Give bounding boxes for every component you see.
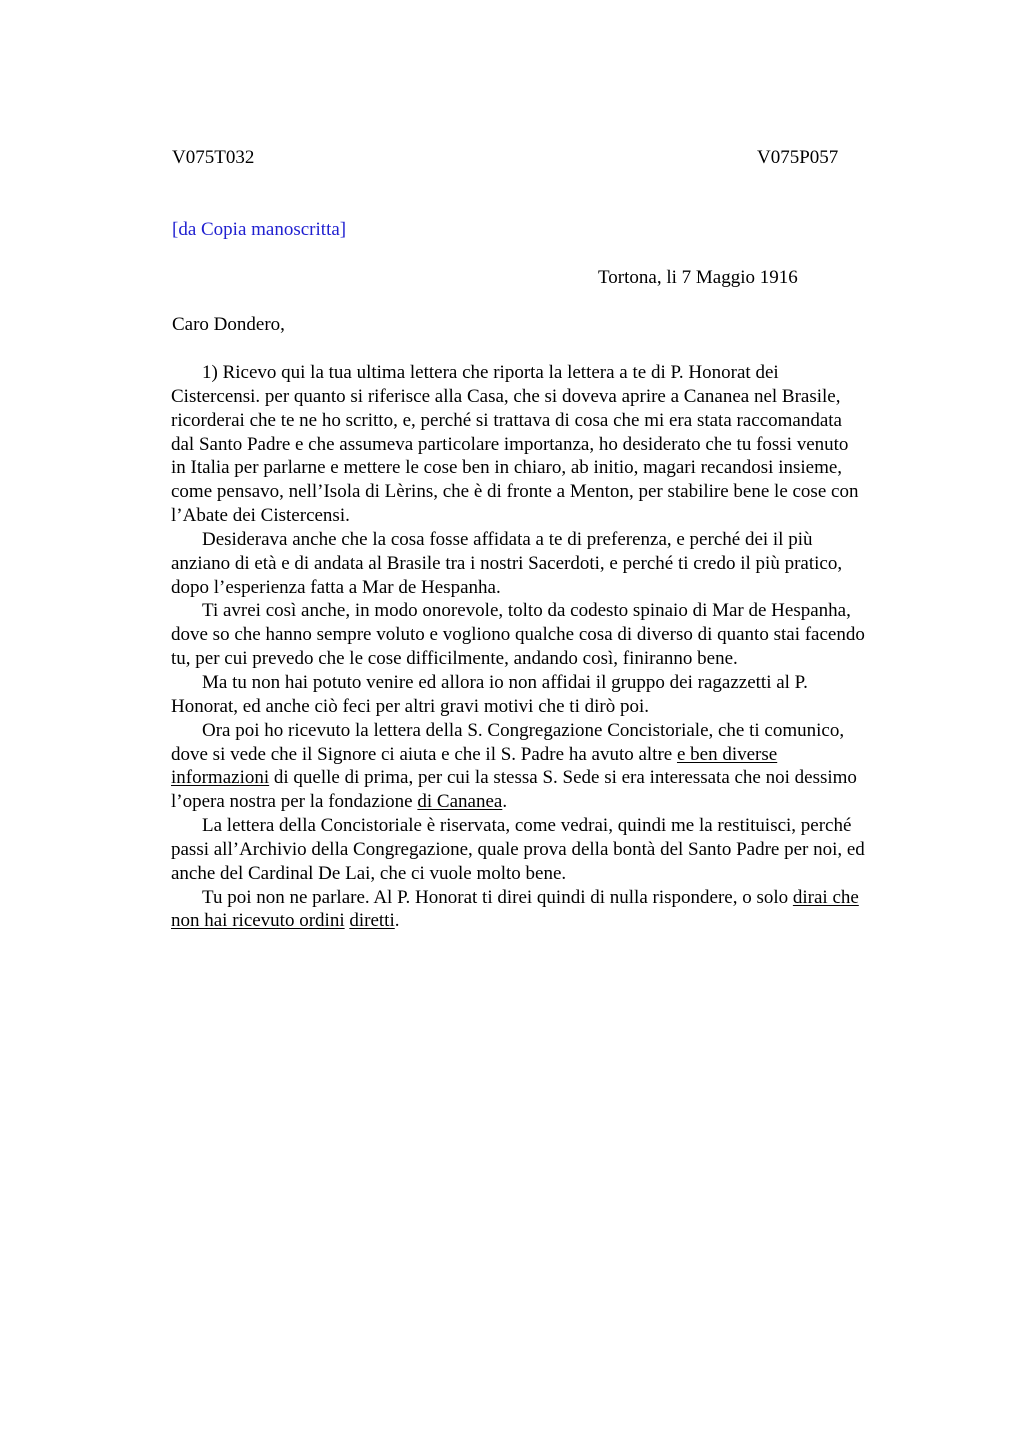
underlined-text: di Cananea bbox=[417, 791, 503, 813]
text-line: dove so che hanno sempre voluto e vogliono qualche cosa di diverso di quanto stai facendo bbox=[171, 624, 865, 646]
paragraph-3 bbox=[171, 599, 931, 671]
text-line: dal Santo Padre e che assumeva particolare importanza, ho desiderato che tu fossi venuto bbox=[171, 433, 849, 455]
text-line: anziano di età e di andata al Brasile tra i nostri Sacerdoti, e perché ti credo il più pratico, bbox=[171, 552, 843, 574]
paragraph-2 bbox=[171, 528, 931, 600]
text-segment: l’opera nostra per la fondazione bbox=[171, 791, 418, 813]
text-line: Cistercensi. per quanto si riferisce alla Casa, che si doveva aprire a Cananea nel Brasile, bbox=[171, 385, 841, 407]
text-line: come pensavo, nell’Isola di Lèrins, che è di fronte a Menton, per stabilire bene le cose con bbox=[171, 481, 859, 503]
text-segment: di quelle di prima, per cui la stessa S. Sede si era interessata che noi dessimo bbox=[269, 767, 857, 789]
underlined-text: diretti bbox=[349, 910, 395, 932]
letter-date: Tortona, li 7 Maggio 1916 bbox=[598, 267, 798, 288]
text-segment: . bbox=[394, 910, 400, 932]
text-line: l’Abate dei Cistercensi. bbox=[171, 505, 350, 527]
text-line bbox=[171, 886, 931, 910]
text-segment: dove si vede che il Signore ci aiuta e che il S. Padre ha avuto altre bbox=[171, 743, 677, 765]
text-line: 1) Ricevo qui la tua ultima lettera che riporta la lettera a te di P. Honorat dei bbox=[202, 362, 779, 383]
source-note: [da Copia manoscritta] bbox=[172, 219, 347, 240]
text-line: Ora poi ho ricevuto la lettera della S. Congregazione Concistoriale, che ti comunico, bbox=[202, 719, 845, 741]
text-line: Ma tu non hai potuto venire ed allora io non affidai il gruppo dei ragazzetti al P. bbox=[202, 671, 808, 693]
text-line: anche del Cardinal De Lai, che ci vuole molto bene. bbox=[171, 862, 567, 884]
text-line bbox=[171, 743, 931, 767]
letter-body bbox=[171, 361, 931, 933]
text-line bbox=[171, 909, 931, 933]
paragraph-4 bbox=[171, 671, 931, 719]
underlined-text: informazioni bbox=[171, 767, 270, 789]
text-line: tu, per cui prevedo che le cose difficilmente, andando così, finiranno bene. bbox=[171, 648, 738, 670]
text-line: La lettera della Concistoriale è riservata, come vedrai, quindi me la restituisci, perché bbox=[202, 815, 852, 837]
underlined-text: e ben diverse bbox=[676, 743, 778, 765]
text-line: Honorat, ed anche ciò feci per altri gravi motivi che ti dirò poi. bbox=[171, 695, 649, 717]
document-code-left: V075T032 bbox=[172, 147, 255, 168]
text-line bbox=[171, 790, 931, 814]
paragraph-1 bbox=[171, 361, 931, 528]
paragraph-5 bbox=[171, 719, 931, 814]
text-segment: Tu poi non ne parlare. Al P. Honorat ti direi quindi di nulla rispondere, o solo bbox=[202, 886, 793, 908]
underlined-text: non hai ricevuto ordini bbox=[171, 910, 345, 932]
document-code-right: V075P057 bbox=[757, 147, 839, 168]
underlined-text: dirai che bbox=[792, 886, 859, 908]
text-line: passi all’Archivio della Congregazione, quale prova della bontà del Santo Padre per noi, ed bbox=[171, 838, 865, 860]
salutation: Caro Dondero, bbox=[172, 314, 285, 335]
text-line: Desiderava anche che la cosa fosse affidata a te di preferenza, e perché dei il più bbox=[202, 528, 813, 550]
paragraph-7 bbox=[171, 886, 931, 934]
text-line: in Italia per parlarne e mettere le cose ben in chiaro, ab initio, magari recandosi insieme, bbox=[171, 457, 843, 479]
text-line bbox=[171, 766, 931, 790]
text-line: Ti avrei così anche, in modo onorevole, tolto da codesto spinaio di Mar de Hespanha, bbox=[202, 600, 851, 622]
text-line: dopo l’esperienza fatta a Mar de Hespanha. bbox=[171, 576, 501, 598]
text-segment: . bbox=[502, 791, 508, 813]
paragraph-6 bbox=[171, 814, 931, 886]
text-line: ricorderai che te ne ho scritto, e, perché si trattava di cosa che mi era stata raccomandata bbox=[171, 409, 842, 431]
